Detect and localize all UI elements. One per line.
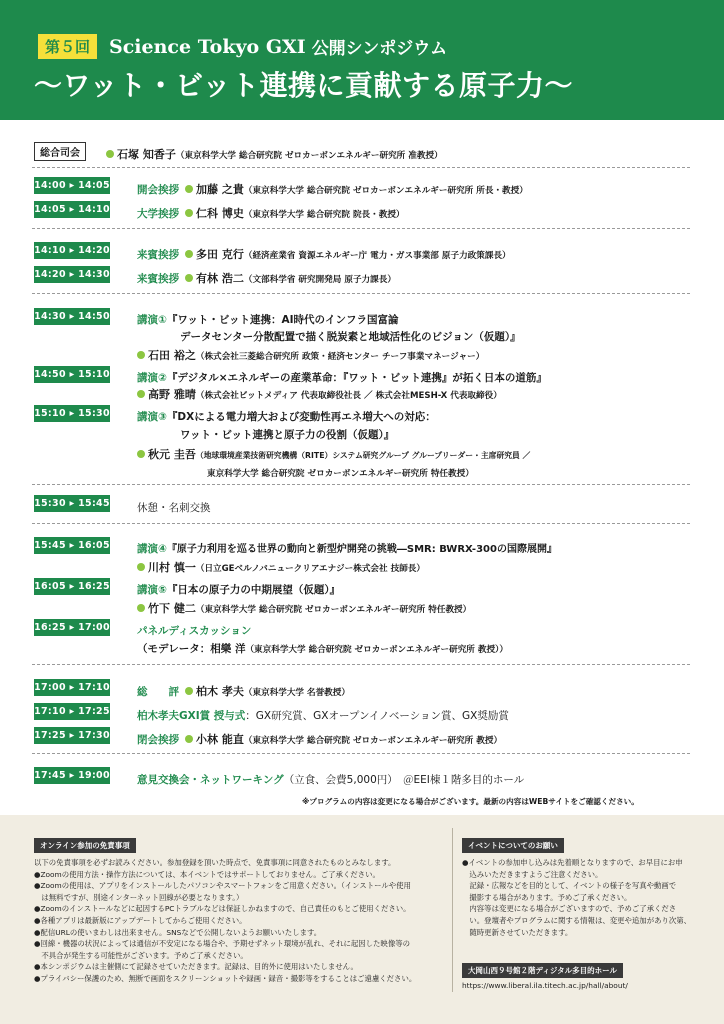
lecture-title: 『デジタル×エネルギーの産業革命：『ワット・ビット連携』が拓く日本の道筋』 bbox=[166, 372, 547, 384]
bullet-dot bbox=[185, 250, 193, 258]
lecture-speaker bbox=[131, 443, 530, 462]
divider bbox=[32, 484, 690, 485]
speaker-name: 高野 雅晴 bbox=[148, 388, 196, 401]
speaker-affiliation: （文部科学省 研究開発局 原子力課長） bbox=[243, 275, 396, 285]
moderator-line bbox=[100, 143, 443, 162]
program-role: 総 評 bbox=[137, 686, 179, 698]
speaker-name: 多田 克行 bbox=[196, 248, 244, 261]
venue-title: 大岡山西９号館２階ディジタル多目的ホール bbox=[462, 963, 623, 978]
event-notice-line: ●イベントの参加申し込みは先着順となりますので、お早目にお申 bbox=[462, 858, 683, 867]
speaker-name: 柏木 孝夫 bbox=[196, 685, 244, 698]
lecture-speaker-aff2 bbox=[207, 461, 474, 480]
program-role: 柏木孝夫GXI賞 授与式 bbox=[137, 710, 246, 722]
disclaimer-line: ●回線・機器の状況によっては通信が不安定になる場合や、予期せずネット環境が乱れ、それに起因した映像等の bbox=[34, 939, 410, 949]
time-badge: 17:25 ▸ 17:30 bbox=[34, 727, 110, 744]
online-disclaimer-title: オンライン参加の免責事項 bbox=[34, 838, 136, 853]
header-banner bbox=[0, 0, 724, 120]
footer-divider bbox=[452, 828, 453, 992]
award-list: ：GX研究賞、GXオープンイノベーション賞、GX奨励賞 bbox=[245, 710, 509, 722]
disclaimer-line: ●Zoomのインストールなどに起因するPCトラブルなどは保証しかねますので、自己責任のもとご使用ください。 bbox=[34, 904, 411, 914]
program-item bbox=[137, 728, 502, 747]
online-disclaimer-text bbox=[34, 857, 416, 985]
divider bbox=[32, 228, 690, 229]
time-badge: 14:05 ▸ 14:10 bbox=[34, 201, 110, 218]
program-role: 講演② bbox=[137, 372, 167, 384]
speaker-affiliation: （株式会社三菱総合研究所 政策・経済センター チーフ事業マネージャー） bbox=[195, 352, 485, 362]
award-ceremony bbox=[137, 704, 509, 723]
time-badge: 14:10 ▸ 14:20 bbox=[34, 242, 110, 259]
speaker-affiliation: （東京科学大学 名誉教授） bbox=[243, 688, 350, 698]
speaker-name: 小林 能直 bbox=[196, 733, 244, 746]
networking-details: （立食、会費5,000円） ＠EEI棟１階多目的ホール bbox=[283, 774, 525, 786]
speaker-affiliation: （経済産業省 資源エネルギー庁 電力・ガス事業部 原子力政策課長） bbox=[243, 251, 511, 261]
event-notice-line: 込みいただきますようご注意ください。 bbox=[462, 869, 603, 879]
event-notice-line: い。登壇者やプログラムに関する情報は、変更や追加があり次第、 bbox=[462, 915, 692, 925]
program-role: 開会挨拶 bbox=[137, 184, 179, 196]
lecture-title: 『日本の原子力の中期展望（仮題）』 bbox=[166, 584, 341, 596]
speaker-affiliation: （東京科学大学 総合研究院 院長・教授） bbox=[243, 210, 405, 220]
lecture-title: 『ワット・ビット連携：AI時代のインフラ国富論 bbox=[166, 314, 399, 326]
disclaimer-line: ●Zoomの使用方法・操作方法については、本イベントではサポートしておりません。ご了承ください。 bbox=[34, 869, 380, 879]
lecture-speaker bbox=[131, 597, 471, 616]
program-item bbox=[137, 178, 528, 197]
lecture-4 bbox=[137, 537, 557, 556]
program-role: 来賓挨拶 bbox=[137, 273, 179, 285]
lecture-speaker bbox=[131, 383, 502, 402]
event-notice-line: 内容等は変更になる場合がございますので、予めご了承くださ bbox=[462, 904, 677, 914]
venue-url-link[interactable]: https://www.liberal.ila.titech.ac.jp/hall/about/ bbox=[462, 981, 628, 990]
change-notice: ※プログラムの内容は変更になる場合がございます。最新の内容はWEBサイトをご確認ください。 bbox=[302, 797, 639, 806]
venue-url-wrap bbox=[462, 980, 628, 992]
time-badge: 16:25 ▸ 17:00 bbox=[34, 619, 110, 636]
bullet-dot bbox=[185, 274, 193, 282]
networking-item bbox=[137, 768, 524, 787]
bullet-dot bbox=[137, 604, 145, 612]
event-notice-line: 記録・広報などを目的として、イベントの様子を写真や動画で bbox=[462, 881, 677, 891]
lecture-speaker bbox=[131, 556, 425, 575]
time-badge: 17:00 ▸ 17:10 bbox=[34, 679, 110, 696]
speaker-affiliation: （東京科学大学 総合研究院 ゼロカーボンエネルギー研究所 教授） bbox=[243, 736, 503, 746]
event-notice-line: 撮影する場合があります。予めご了承ください。 bbox=[462, 892, 632, 902]
lecture-title-cont: データセンター分散配置で描く脱炭素と地域活性化のビジョン（仮題）』 bbox=[180, 331, 521, 343]
program-role: 閉会挨拶 bbox=[137, 734, 179, 746]
title-jp: 公開シンポジウム bbox=[311, 39, 448, 59]
divider bbox=[32, 293, 690, 294]
bullet-dot bbox=[185, 735, 193, 743]
speaker-name: 仁科 博史 bbox=[196, 207, 244, 220]
panel-moderator bbox=[137, 637, 508, 656]
disclaimer-line: ●各種アプリは最新版にアップデートしてからご使用ください。 bbox=[34, 915, 247, 925]
time-badge: 14:20 ▸ 14:30 bbox=[34, 266, 110, 283]
event-notice-line: 随時更新させていただきます。 bbox=[462, 927, 573, 937]
panel-moderator-affiliation: （東京科学大学 総合研究院 ゼロカーボンエネルギー研究所 教授）） bbox=[245, 645, 508, 655]
time-badge: 15:30 ▸ 15:45 bbox=[34, 495, 110, 512]
program-item bbox=[137, 680, 350, 699]
event-notice-title: イベントについてのお願い bbox=[462, 838, 564, 853]
speaker-name: 石田 裕之 bbox=[148, 349, 196, 362]
bullet-dot bbox=[137, 390, 145, 398]
speaker-affiliation: （東京科学大学 総合研究院 ゼロカーボンエネルギー研究所 所長・教授） bbox=[243, 186, 528, 196]
time-badge: 17:10 ▸ 17:25 bbox=[34, 703, 110, 720]
time-badge: 16:05 ▸ 16:25 bbox=[34, 578, 110, 595]
disclaimer-line: 不具合が発生する可能性がございます。予めご了承ください。 bbox=[34, 950, 248, 960]
lecture-3 bbox=[137, 405, 436, 424]
program-role: 講演① bbox=[137, 314, 167, 326]
time-badge: 17:45 ▸ 19:00 bbox=[34, 767, 110, 784]
bullet-dot bbox=[185, 687, 193, 695]
disclaimer-line: ●配信URLの使いまわしは出来ません。SNSなどで公開しないようお願いいたします。 bbox=[34, 927, 322, 937]
speaker-name: 有林 浩二 bbox=[196, 272, 244, 285]
lecture-title-line2 bbox=[180, 325, 521, 344]
speaker-affiliation: （東京科学大学 総合研究院 ゼロカーボンエネルギー研究所 特任教授） bbox=[195, 605, 472, 615]
speaker-affiliation: （地球環境産業技術研究機構（RITE）システム研究グループ グループリーダー・主席研究員 ／ bbox=[195, 451, 531, 460]
program-role: 講演⑤ bbox=[137, 584, 167, 596]
program-role: 講演③ bbox=[137, 411, 167, 423]
edition-badge: 第５回 bbox=[38, 34, 97, 59]
event-notice-text bbox=[462, 857, 691, 938]
program-role: 大学挨拶 bbox=[137, 208, 179, 220]
moderator-name: 石塚 知香子 bbox=[117, 148, 176, 161]
speaker-name: 加藤 之貴 bbox=[196, 183, 244, 196]
break-item bbox=[137, 496, 211, 515]
divider bbox=[32, 523, 690, 524]
disclaimer-line: ●プライバシー保護のため、無断で画面をスクリーンショットや録画・録音・撮影等をすることはご遠慮ください。 bbox=[34, 973, 417, 983]
time-badge: 14:00 ▸ 14:05 bbox=[34, 177, 110, 194]
divider bbox=[32, 753, 690, 754]
bullet-dot bbox=[137, 563, 145, 571]
lecture-title-cont: ワット・ビット連携と原子力の役割（仮題）』 bbox=[180, 429, 395, 441]
time-badge: 14:50 ▸ 15:10 bbox=[34, 366, 110, 383]
program-role: 講演④ bbox=[137, 543, 167, 555]
bullet-dot bbox=[185, 209, 193, 217]
bullet-dot bbox=[137, 351, 145, 359]
event-subtitle: 〜ワット・ビット連携に貢献する原子力〜 bbox=[34, 69, 573, 102]
lecture-title: 『DXによる電力増大および変動性再エネ増大への対応： bbox=[166, 411, 436, 423]
break-label: 休憩・名刺交換 bbox=[137, 502, 211, 514]
program-role: 意見交換会・ネットワーキング bbox=[137, 774, 284, 786]
moderator-label: 総合司会 bbox=[34, 142, 86, 161]
program-item bbox=[137, 267, 396, 286]
lecture-speaker bbox=[131, 344, 484, 363]
speaker-name: 秋元 圭吾 bbox=[148, 448, 196, 461]
program-item bbox=[137, 243, 511, 262]
disclaimer-line: 以下の免責事項を必ずお読みください。参加登録を頂いた時点で、免責事項に同意されたものとみなします。 bbox=[34, 858, 396, 867]
time-badge: 14:30 ▸ 14:50 bbox=[34, 308, 110, 325]
bullet-dot bbox=[185, 185, 193, 193]
speaker-affiliation: （日立GEベルノバニュークリアエナジー株式会社 技師長） bbox=[195, 564, 425, 574]
moderator-affiliation: （東京科学大学 総合研究院 ゼロカーボンエネルギー研究所 准教授） bbox=[175, 151, 443, 161]
lecture-title-line2 bbox=[180, 423, 394, 442]
lecture-title: 『原子力利用を巡る世界の動向と新型炉開発の挑戦―SMR: BWRX-300の国際展開』 bbox=[166, 544, 557, 555]
disclaimer-line: ●本シンポジウムは主催側にて記録させていただきます。記録は、目的外に使用はいたしません。 bbox=[34, 962, 358, 972]
lecture-5 bbox=[137, 578, 340, 597]
program-role: 来賓挨拶 bbox=[137, 249, 179, 261]
time-badge: 15:10 ▸ 15:30 bbox=[34, 405, 110, 422]
time-badge: 15:45 ▸ 16:05 bbox=[34, 537, 110, 554]
speaker-affiliation: 東京科学大学 総合研究院 ゼロカーボンエネルギー研究所 特任教授） bbox=[207, 469, 474, 479]
disclaimer-line: ●Zoomの使用は、アプリをインストールしたパソコンやスマートフォンをご用意ください。（インストールや使用 bbox=[34, 881, 411, 891]
program-item bbox=[137, 202, 405, 221]
speaker-name: 竹下 健二 bbox=[148, 602, 196, 615]
bullet-dot bbox=[137, 450, 145, 458]
divider bbox=[32, 167, 690, 168]
title-latin: Science Tokyo GXI bbox=[109, 35, 306, 58]
panel-discussion bbox=[137, 619, 251, 638]
panel-moderator-name: （モデレータ：相樂 洋 bbox=[137, 643, 246, 655]
divider bbox=[32, 664, 690, 665]
disclaimer-line: は無料ですが、別途インターネット回線が必要となります。） bbox=[34, 892, 244, 902]
bullet-dot bbox=[106, 150, 114, 158]
speaker-affiliation: （株式会社ビットメディア 代表取締役社長 ／ 株式会社MESH-X 代表取締役） bbox=[195, 391, 502, 401]
speaker-name: 川村 慎一 bbox=[148, 561, 196, 574]
program-role: パネルディスカッション bbox=[137, 625, 252, 637]
